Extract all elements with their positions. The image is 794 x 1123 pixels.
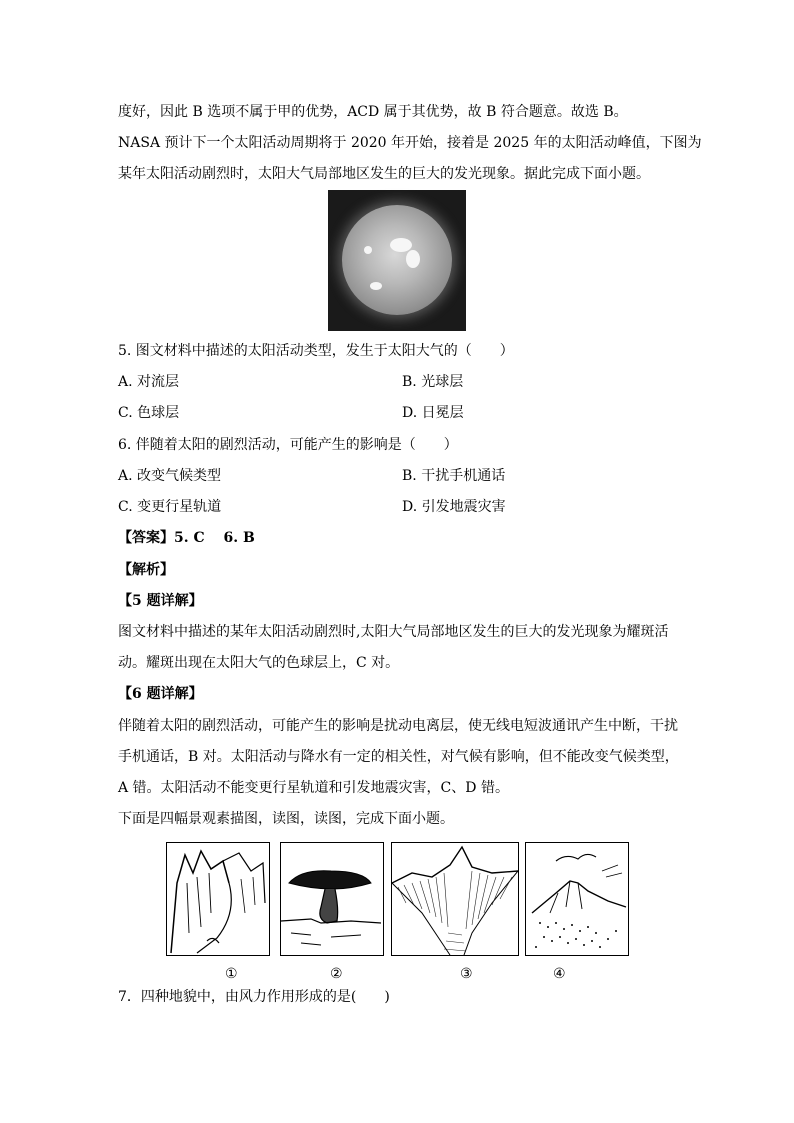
answer-line: 【答案】5. C 6. B — [118, 530, 255, 546]
volcano-sketch — [526, 843, 628, 955]
line-2: NASA 预计下一个太阳活动周期将于 2020 年开始，接着是 2025 年的太阳活动峰值，下图为 — [118, 135, 702, 151]
sun-image — [328, 190, 466, 331]
landscape-sketch-2 — [280, 842, 384, 956]
q6-option-d: D. 引发地震灾害 — [402, 499, 506, 515]
q5-option-d: D. 日冕层 — [402, 405, 464, 421]
analysis-heading: 【解析】 — [118, 562, 174, 578]
detail-5-heading: 【5 题详解】 — [118, 593, 203, 609]
cliff-sketch — [167, 843, 269, 955]
caption-1: ① — [225, 966, 238, 982]
detail-6-heading: 【6 题详解】 — [118, 686, 203, 702]
q6-option-a: A. 改变气候类型 — [118, 468, 222, 484]
q5-option-a: A. 对流层 — [118, 374, 180, 390]
detail-6-line-2: 手机通话，B 对。太阳活动与降水有一定的相关性，对气候有影响，但不能改变气候类型， — [118, 749, 679, 765]
caption-3: ③ — [460, 966, 473, 982]
intro-q7: 下面是四幅景观素描图，读图，读图，完成下面小题。 — [118, 811, 454, 827]
detail-6-line-3: A 错。太阳活动不能变更行星轨道和引发地震灾害，C、D 错。 — [118, 780, 509, 796]
mountain-valley-sketch — [392, 843, 518, 955]
landscape-sketch-3 — [391, 842, 519, 956]
caption-4: ④ — [553, 966, 566, 982]
caption-2: ② — [330, 966, 343, 982]
detail-6-line-1: 伴随着太阳的剧烈活动，可能产生的影响是扰动电离层，使无线电短波通讯产生中断，干扰 — [118, 718, 678, 734]
q6-option-c: C. 变更行星轨道 — [118, 499, 222, 515]
question-6-stem: 6. 伴随着太阳的剧烈活动，可能产生的影响是（ ） — [118, 437, 458, 453]
line-1: 度好，因此 B 选项不属于甲的优势，ACD 属于其优势，故 B 符合题意。故选 B。 — [118, 104, 628, 120]
line-3: 某年太阳活动剧烈时，太阳大气局部地区发生的巨大的发光现象。据此完成下面小题。 — [118, 166, 650, 182]
flare-spot — [364, 246, 372, 254]
landscape-sketch-1 — [166, 842, 270, 956]
question-5-stem: 5. 图文材料中描述的太阳活动类型，发生于太阳大气的（ ） — [118, 343, 514, 359]
flare-spot — [370, 282, 382, 290]
q6-option-b: B. 干扰手机通话 — [402, 468, 506, 484]
detail-5-line-2: 动。耀斑出现在太阳大气的色球层上，C 对。 — [118, 655, 400, 671]
flare-spot — [406, 250, 420, 268]
sun-disk — [342, 205, 452, 315]
mushroom-rock-sketch — [281, 843, 383, 955]
q5-option-c: C. 色球层 — [118, 405, 180, 421]
detail-5-line-1: 图文材料中描述的某年太阳活动剧烈时,太阳大气局部地区发生的巨大的发光现象为耀斑活 — [118, 624, 669, 640]
question-7-stem: 7．四种地貌中，由风力作用形成的是( ) — [118, 989, 390, 1005]
flare-spot — [390, 238, 412, 252]
q5-option-b: B. 光球层 — [402, 374, 464, 390]
landscape-sketch-4 — [525, 842, 629, 956]
